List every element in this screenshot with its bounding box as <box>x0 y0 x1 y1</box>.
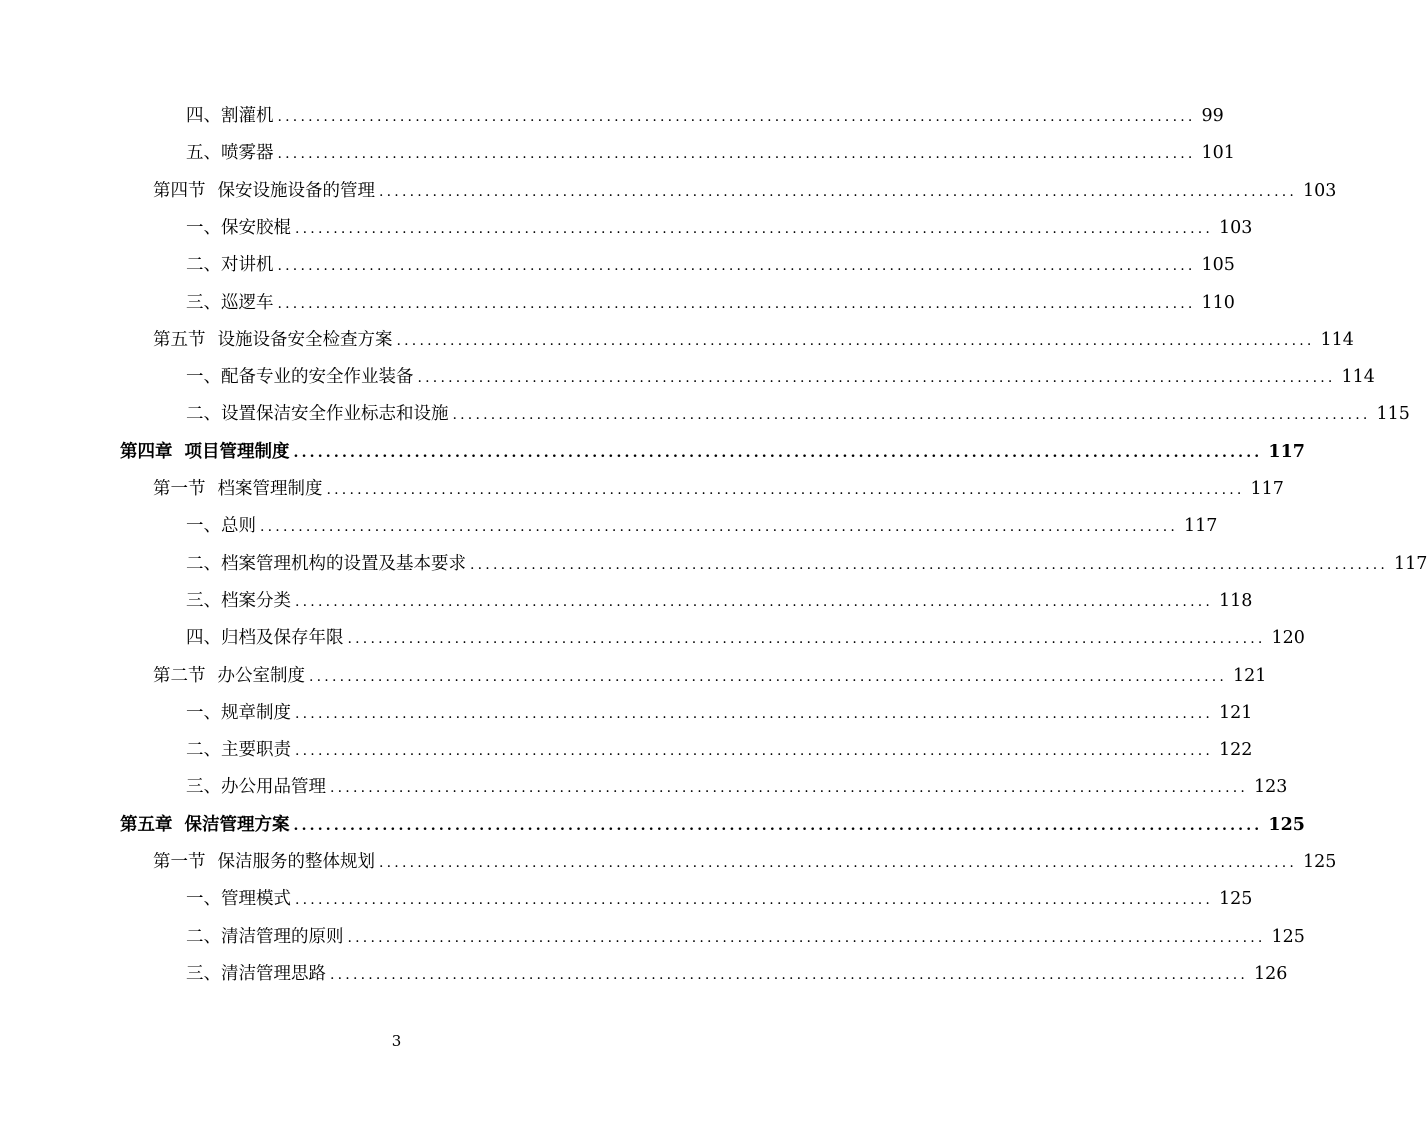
toc-entry[interactable] <box>153 661 1267 691</box>
toc-entry-text: 保安设施设备的管理 <box>217 180 375 201</box>
toc-entry-title <box>186 735 291 765</box>
toc-leader-dots: ........................................................................................................................ <box>347 631 1266 648</box>
toc-entry-prefix: 二、 <box>186 255 221 276</box>
toc-entry[interactable] <box>120 437 1305 467</box>
toc-entry-page: 117 <box>1268 441 1305 462</box>
toc-entry-text: 保安胶棍 <box>221 217 291 238</box>
toc-entry-page: 126 <box>1254 963 1288 984</box>
toc-leader-dots: ........................................................................................................................ <box>452 407 1371 424</box>
toc-entry-page: 121 <box>1233 665 1267 686</box>
toc-entry-prefix: 三、 <box>186 590 221 611</box>
toc-leader-dots: ........................................................................................................................ <box>293 817 1263 834</box>
toc-entry-title <box>186 884 291 914</box>
toc-entry-prefix: 四、 <box>186 106 221 126</box>
toc-entry-prefix: 第四章 <box>120 441 173 462</box>
toc-entry-page: 103 <box>1303 180 1337 201</box>
toc-leader-dots: ........................................................................................................................ <box>379 183 1298 200</box>
toc-entry-text: 巡逻车 <box>221 292 274 313</box>
toc-leader-dots: ........................................................................................................................ <box>417 370 1336 387</box>
toc-entry-text: 规章制度 <box>221 702 291 723</box>
toc-entry-title <box>186 922 344 952</box>
toc-entry-text: 管理模式 <box>221 889 291 910</box>
toc-entry-page: 117 <box>1184 516 1218 537</box>
toc-entry-title <box>186 511 256 541</box>
toc-entry[interactable] <box>186 772 1288 802</box>
toc-entry-text: 配备专业的安全作业装备 <box>221 367 414 388</box>
toc-entry-page: 123 <box>1254 777 1288 798</box>
toc-entry[interactable] <box>153 176 1337 206</box>
toc-entry-page: 114 <box>1341 367 1375 388</box>
toc-entry-page: 125 <box>1271 926 1305 947</box>
toc-entry-page: 117 <box>1250 479 1284 499</box>
toc-entry-title <box>153 325 393 355</box>
toc-entry[interactable] <box>186 698 1253 728</box>
toc-leader-dots: ........................................................................................................................ <box>347 929 1266 946</box>
toc-entry-text: 设置保洁安全作业标志和设施 <box>221 404 449 425</box>
toc-leader-dots: ........................................................................................................................ <box>293 444 1263 461</box>
toc-leader-dots: ........................................................................................................................ <box>396 332 1315 349</box>
toc-entry-prefix: 第四节 <box>153 180 206 201</box>
toc-entry-page: 118 <box>1219 590 1253 611</box>
toc-entry-prefix: 第一节 <box>153 852 206 872</box>
toc-entry[interactable] <box>186 511 1218 541</box>
toc-entry-title <box>153 847 375 877</box>
toc-entry[interactable] <box>186 213 1253 243</box>
toc-entry-page: 125 <box>1219 889 1253 910</box>
toc-entry-title <box>120 437 290 467</box>
toc-entry-text: 对讲机 <box>221 255 274 276</box>
toc-entry-page: 103 <box>1219 217 1253 238</box>
toc-entry-page: 114 <box>1320 329 1354 350</box>
toc-entry-text: 办公用品管理 <box>221 777 326 798</box>
toc-entry-prefix: 四、 <box>186 628 221 649</box>
toc-entry-page: 125 <box>1268 814 1305 835</box>
toc-entry-prefix: 一、 <box>186 702 221 723</box>
toc-entry-prefix: 一、 <box>186 367 221 388</box>
toc-entry-text: 办公室制度 <box>217 665 305 686</box>
toc-entry-page: 120 <box>1271 628 1305 649</box>
toc-entry-title <box>186 772 326 802</box>
toc-entry-text: 保洁服务的整体规划 <box>217 852 375 872</box>
toc-entry-page: 115 <box>1376 404 1410 425</box>
toc-entry[interactable] <box>186 922 1305 952</box>
toc-entry-title <box>186 959 326 989</box>
toc-entry-title <box>186 213 291 243</box>
toc-entry-title <box>186 362 414 392</box>
toc-entry-prefix: 第一节 <box>153 479 206 499</box>
toc-entry-prefix: 一、 <box>186 889 221 910</box>
toc-entry[interactable] <box>186 399 1410 429</box>
toc-entry-page: 99 <box>1201 106 1224 126</box>
toc-leader-dots: ........................................................................................................................ <box>277 146 1196 163</box>
toc-entry-text: 保洁管理方案 <box>184 814 290 835</box>
toc-entry-title <box>153 474 323 504</box>
toc-entry-text: 清洁管理思路 <box>221 963 326 984</box>
toc-entry-prefix: 第五节 <box>153 329 206 350</box>
toc-entry[interactable] <box>186 623 1305 653</box>
toc-leader-dots: ........................................................................................................................ <box>277 258 1196 275</box>
toc-entry-prefix: 一、 <box>186 217 221 238</box>
toc-entry[interactable] <box>186 288 1235 318</box>
toc-entry[interactable] <box>153 847 1337 877</box>
toc-leader-dots: ........................................................................................................................ <box>295 743 1214 760</box>
toc-entry-text: 割灌机 <box>221 106 274 126</box>
toc-leader-dots: ........................................................................................................................ <box>379 855 1298 871</box>
toc-entry[interactable] <box>186 735 1253 765</box>
toc-entry-page: 105 <box>1201 255 1235 276</box>
toc-entry[interactable] <box>186 586 1253 616</box>
toc-entry-title <box>186 399 449 429</box>
toc-entry-title <box>186 138 274 168</box>
toc-entry-prefix: 一、 <box>186 516 221 537</box>
toc-entry-prefix: 二、 <box>186 926 221 947</box>
toc-entry[interactable] <box>186 884 1253 914</box>
toc-entry-title <box>186 250 274 280</box>
toc-entry-text: 档案管理制度 <box>217 479 323 499</box>
toc-leader-dots: ........................................................................................................................ <box>330 780 1249 797</box>
toc-leader-dots: ........................................................................................................................ <box>330 966 1249 983</box>
toc-entry[interactable] <box>186 549 1427 579</box>
toc-leader-dots: ........................................................................................................................ <box>295 220 1214 237</box>
toc-entry[interactable] <box>186 959 1288 989</box>
toc-entry[interactable] <box>186 362 1375 392</box>
toc-entry[interactable] <box>120 810 1305 840</box>
toc-entry-page: 101 <box>1201 143 1235 164</box>
toc-entry-title <box>153 176 375 206</box>
toc-entry-title <box>186 101 274 131</box>
toc-entry-title <box>186 586 291 616</box>
toc-entry-page: 110 <box>1201 292 1235 313</box>
toc-leader-dots: ........................................................................................................................ <box>309 668 1228 685</box>
toc-entry-prefix: 三、 <box>186 292 221 313</box>
toc-leader-dots: ........................................................................................................................ <box>295 892 1214 909</box>
toc-entry-text: 主要职责 <box>221 740 291 761</box>
toc-leader-dots: ........................................................................................................................ <box>277 109 1196 125</box>
toc-entry-prefix: 二、 <box>186 740 221 761</box>
toc-entry-title <box>186 288 274 318</box>
toc-entry-text: 归档及保存年限 <box>221 628 344 649</box>
toc-entry-title <box>120 810 290 840</box>
toc-leader-dots: ........................................................................................................................ <box>260 519 1179 536</box>
toc-entry-prefix: 三、 <box>186 963 221 984</box>
toc-entry-text: 档案分类 <box>221 590 291 611</box>
toc-entry-text: 档案管理机构的设置及基本要求 <box>221 553 466 574</box>
toc-entry[interactable] <box>186 138 1235 168</box>
toc-entry-title <box>186 698 291 728</box>
toc-leader-dots: ........................................................................................................................ <box>277 295 1196 312</box>
toc-entry-prefix: 二、 <box>186 553 221 574</box>
toc-entry-page: 117 <box>1394 553 1427 574</box>
toc-leader-dots: ........................................................................................................................ <box>295 593 1214 610</box>
toc-entry-text: 项目管理制度 <box>184 441 290 462</box>
page-number: 3 <box>391 1032 402 1050</box>
toc-entry-text: 设施设备安全检查方案 <box>217 329 393 350</box>
toc-leader-dots: ........................................................................................................................ <box>470 556 1389 573</box>
toc-entry-text: 总则 <box>221 516 256 537</box>
toc-entry[interactable] <box>186 101 1224 131</box>
toc-entry-page: 122 <box>1219 740 1253 761</box>
toc-entry-title <box>153 661 305 691</box>
toc-entry-prefix: 三、 <box>186 777 221 798</box>
toc-entry-page: 125 <box>1303 852 1337 872</box>
toc-entry-text: 清洁管理的原则 <box>221 926 344 947</box>
toc-leader-dots: ........................................................................................................................ <box>326 482 1245 498</box>
toc-entry[interactable] <box>186 250 1235 280</box>
toc-entry[interactable] <box>153 474 1284 504</box>
toc-entry-page: 121 <box>1219 702 1253 723</box>
toc-entry-prefix: 第二节 <box>153 665 206 686</box>
toc-entry-prefix: 五、 <box>186 143 221 164</box>
toc-leader-dots: ........................................................................................................................ <box>295 705 1214 722</box>
toc-entry[interactable] <box>153 325 1354 355</box>
toc-entry-title <box>186 623 344 653</box>
toc-entry-prefix: 二、 <box>186 404 221 425</box>
toc-entry-prefix: 第五章 <box>120 814 173 835</box>
toc-entry-text: 喷雾器 <box>221 143 274 164</box>
toc-entry-title <box>186 549 466 579</box>
